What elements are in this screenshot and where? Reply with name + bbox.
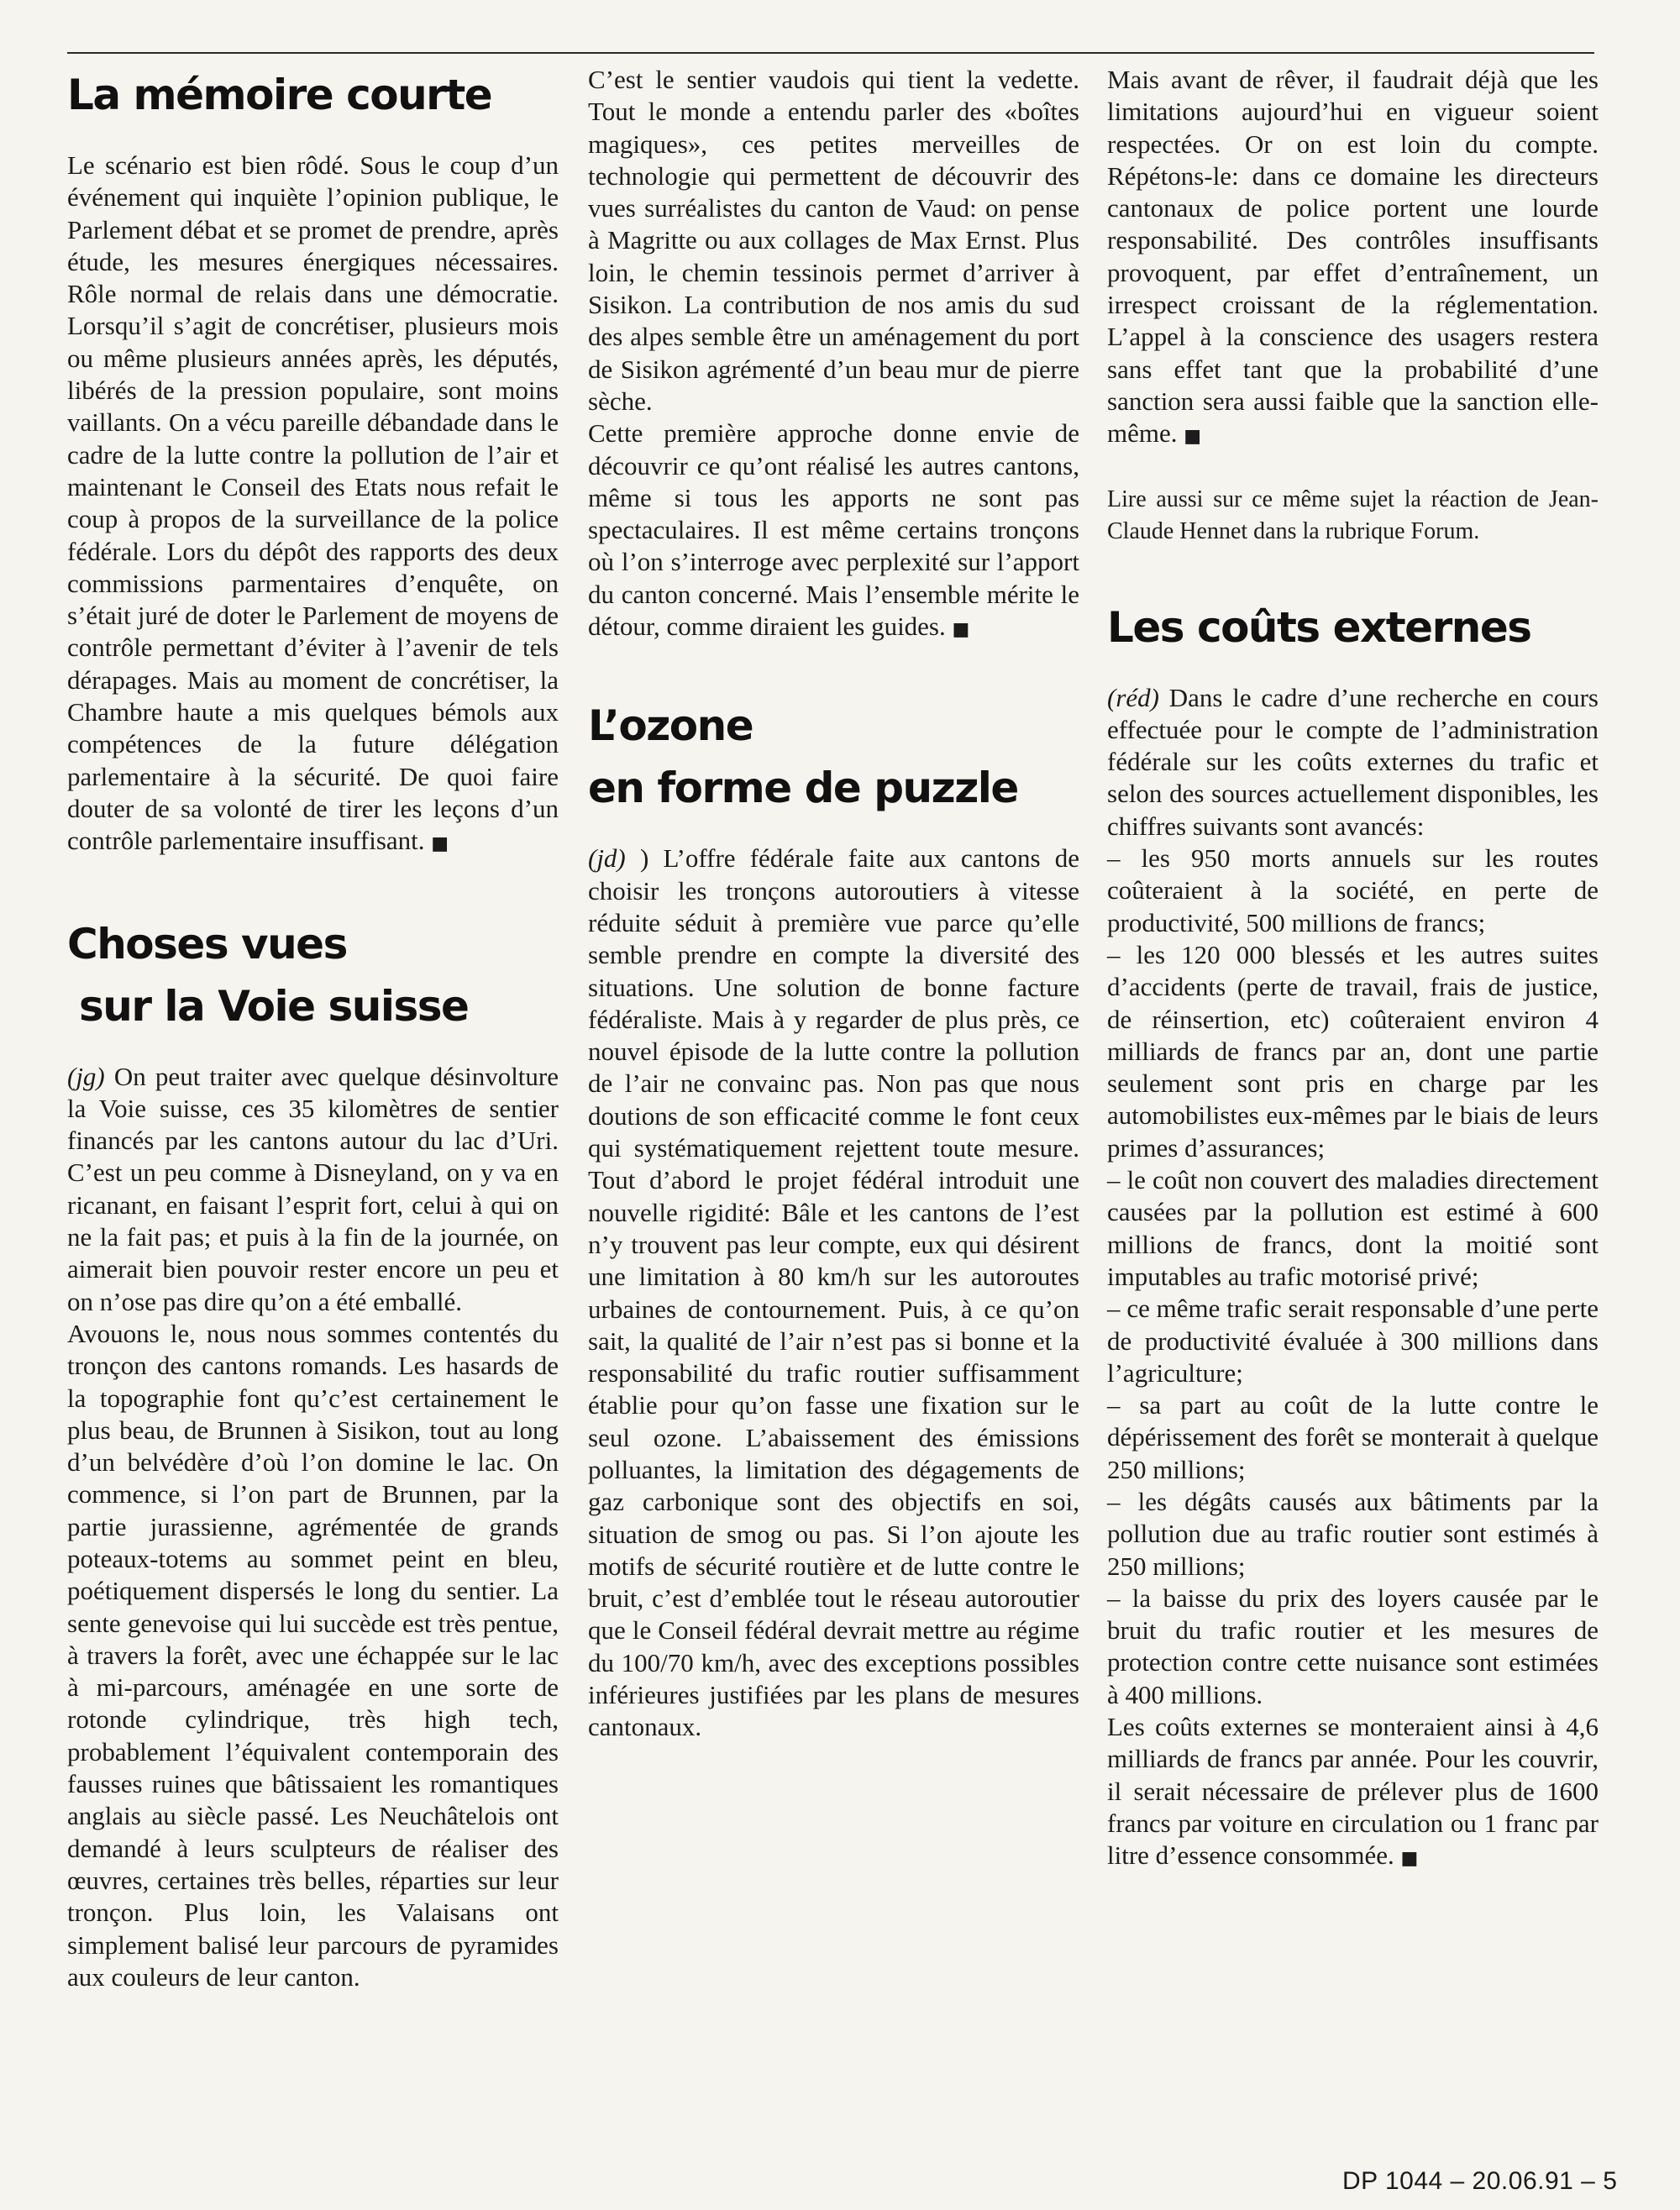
article4-intro [1107, 682, 1599, 843]
read-also-note: Lire aussi sur ce même sujet la réaction de Jean-Claude Hennet dans la rubrique Forum. [1107, 486, 1599, 544]
list-item: – sa part au coût de la lutte contre le dépérissement des forêt se monterait à quelque 250 millions; [1107, 1390, 1599, 1484]
article2-para-3: C’est le sentier vaudois qui tient la vedette. Tout le monde a entendu parler des «boîtes magiques», ces petites merveilles de technologie qui permettent de découvrir des vues surréalistes du canton de Vaud: on pense à Magritte ou aux collages de Max Ernst. Plus loin, le chemin tessinois permet d’arriver à Sisikon. La contribution de nos amis du sud des alpes semble être un aménagement du port de Sisikon agrémenté d’un beau mur de pierre sèche. [588, 65, 1079, 416]
article4-intro-text: Dans le cadre d’une recherche en cours effectuée pour le compte de l’administration fédérale sur les coûts externes du trafic et selon des sources actuellement disponibles, les chiffres suivants sont avancés: [1107, 682, 1599, 841]
end-mark: ■ [1400, 1848, 1419, 1870]
author-tag: (jg) [67, 1061, 105, 1091]
headline-line-2: sur la Voie suisse [79, 981, 469, 1031]
article1-body [67, 150, 559, 861]
article4-conclusion-text: Les coûts externes se monteraient ainsi à 4,6 milliards de francs par année. Pour les couvrir, il serait nécessaire de prélever plus de 1600 francs par voiture en circulation ou 1 franc par litre d’essence consommée. [1107, 1712, 1599, 1871]
list-item: – les 950 morts annuels sur les routes coûteraient à la société, en perte de productivité, 500 millions de francs; [1107, 843, 1599, 937]
article2-para-2: Avouons le, nous nous sommes contentés du tronçon des cantons romands. Les hasards de la topographie font qu’c’est certainement le plus beau, de Brunnen à Sisikon, tout au long d’un belvédère d’où l’on domine le lac. On commence, si l’on part de Brunnen, par la partie jurassienne, agrémentée de grands poteaux-totems au sommet peint en bleu, poétiquement dispersés le long du sentier. La sente genevoise qui lui succède est très pentue, à travers la forêt, avec une échappée sur le lac à mi-parcours, aménagée en une sorte de rotonde cylindrique, très high tech, probablement l’équivalent contemporain des fausses ruines que bâtissaient les romantiques anglais au siècle passé. Les Neuchâtelois ont demandé à leurs sculpteurs de réaliser des œuvres, certaines très belles, réparties sur leur tronçon. Plus loin, les Valaisans ont simplement balisé leur parcours de pyramides aux couleurs de leur canton. [67, 1318, 559, 1992]
article3-text: ) L’offre fédérale faite aux cantons de choisir les tronçons autoroutiers à vitesse réduite séduit à première vue parce qu’elle semble prendre en compte la diversité des situations. Une solution de bonne facture fédéraliste. Mais à y regarder de plus près, ce nouvel épisode de la lutte contre la pollution de l’air ne convainc pas. Non pas que nous doutions de son efficacité comme le font ceux qui systématiquement rejettent toute mesure. Tout d’abord le projet fédéral introduit une nouvelle rigidité: Bâle et les cantons de l’est n’y trouvent pas leur compte, eux qui désirent une limitation à 80 km/h sur les autoroutes urbaines de contournement. Puis, à ce qu’on sait, la qualité de l’air n’est pas si bonne et la responsabilité du trafic routier suffisamment établie pour qu’on fasse une fixation sur le seul ozone. L’abaissement des émissions polluantes, la limitation des dégagements de gaz carbonique sont des objectifs en soi, situation de smog ou pas. Si l’on ajoute les motifs de sécurité routière et de lutte contre le bruit, c’est d’emblée tout le réseau autoroutier que le Conseil fédéral devrait mettre au régime du 100/70 km/h, avec des exceptions possibles inférieures justifiées par les plans de mesures cantonaux. [588, 843, 1080, 1742]
headline-line-1: Choses vues [67, 919, 347, 969]
article2-text-1: On peut traiter avec quelque désinvolture la Voie suisse, ces 35 kilomètres de sentier financés par les cantons autour du lac d’Uri. C’est un peu comme à Disneyland, on y va en ricanant, en faisant l’esprit fort, celui à qui on ne la fait pas; et puis à la fin de la journée, on aimerait bien pouvoir rester encore un peu et on n’ose pas dire qu’on a été emballé. [67, 1061, 559, 1316]
list-item: – ce même trafic serait responsable d’une perte de productivité évaluée à 300 millions dans l’agriculture; [1107, 1294, 1599, 1388]
headline-ozone [588, 695, 1079, 819]
article2-para-1 [67, 1061, 559, 1318]
column-3 [1107, 64, 1599, 1876]
article4-conclusion [1107, 1711, 1599, 1875]
headline-choses-vues [67, 913, 559, 1037]
end-mark: ■ [431, 833, 449, 855]
article2-para-4 [588, 417, 1079, 646]
end-mark: ■ [1184, 426, 1202, 448]
top-rule [67, 52, 1594, 54]
author-tag: (jd) [588, 843, 626, 874]
column-1 [67, 64, 559, 1993]
article3-para-2 [1107, 64, 1599, 454]
page-footer: DP 1044 – 20.06.91 – 5 [1342, 2167, 1618, 2195]
headline-line-2: en forme de puzzle [588, 764, 1018, 813]
list-item: – le coût non couvert des maladies directement causées par la pollution est estimé à 600 millions de francs, dont la moitié sont imputables au trafic motorisé privé; [1107, 1165, 1599, 1291]
author-tag: (réd) [1107, 682, 1159, 712]
list-item: – les 120 000 blessés et les autres suites d’accidents (perte de travail, frais de justice, de réinsertion, etc) coûteraient environ 4 milliards de francs par an, dont une partie seulement sont pris en charge par les automobilistes eux-mêmes par le biais de leurs primes d’assurances; [1107, 939, 1599, 1163]
column-2 [588, 64, 1079, 1744]
headline-memoire-courte: La mémoire courte [67, 71, 492, 119]
end-mark: ■ [952, 619, 970, 641]
list-item: – la baisse du prix des loyers causée par le bruit du trafic routier et les mesures de protection contre cette nuisance sont estimées à 400 millions. [1107, 1583, 1599, 1709]
article1-text: Le scénario est bien rôdé. Sous le coup d’un événement qui inquiète l’opinion publique, le Parlement débat et se promet de prendre, après étude, les mesures énergiques nécessaires. Rôle normal de relais dans une démocratie. Lorsqu’il s’agit de concrétiser, plusieurs mois ou même plusieurs années après, les députés, libérés de la pression populaire, sont moins vaillants. On a vécu pareille débandade dans le cadre de la lutte contre la pollution de l’air et maintenant le Conseil des Etats nous refait le coup à propos de la surveillance de la police fédérale. Lors du dépôt des rapports des deux commissions parmentaires d’enquête, on s’était juré de doter le Parlement de moyens de contrôle permettant d’éviter à l’avenir de tels dérapages. Mais au moment de concrétiser, la Chambre haute a mis quelques bémols aux compétences de la future délégation parlementaire à la sécurité. De quoi faire douter de sa volonté de tirer les leçons d’un contrôle parlementaire insuffisant. [67, 150, 559, 856]
article3-body [588, 843, 1079, 1743]
article2-text-4: Cette première approche donne envie de découvrir ce qu’ont réalisé les autres cantons, même si tous les apports ne sont pas spectaculaires. Il est même certains tronçons où l’on s’interroge avec perplexité sur l’apport du canton concerné. Mais l’ensemble mérite le détour, comme diraient les guides. [588, 418, 1079, 642]
list-item: – les dégâts causés aux bâtiments par la pollution due au trafic routier sont estimés à 250 millions; [1107, 1486, 1599, 1581]
headline-couts-externes: Les coûts externes [1107, 602, 1531, 652]
article3-text-2: Mais avant de rêver, il faudrait déjà que les limitations aujourd’hui en vigueur soient respectées. Or on est loin du compte. Répétons-le: dans ce domaine les directeurs cantonaux de police portent une lourde responsabilité. Des contrôles insuffisants provoquent, par effet d’entraînement, un irrespect croissant de la réglementation. L’appel à la conscience des usagers restera sans effet tant que la probabilité d’une sanction sera aussi faible que la sanction elle-même. [1107, 65, 1599, 449]
headline-line-1: L’ozone [588, 701, 753, 751]
